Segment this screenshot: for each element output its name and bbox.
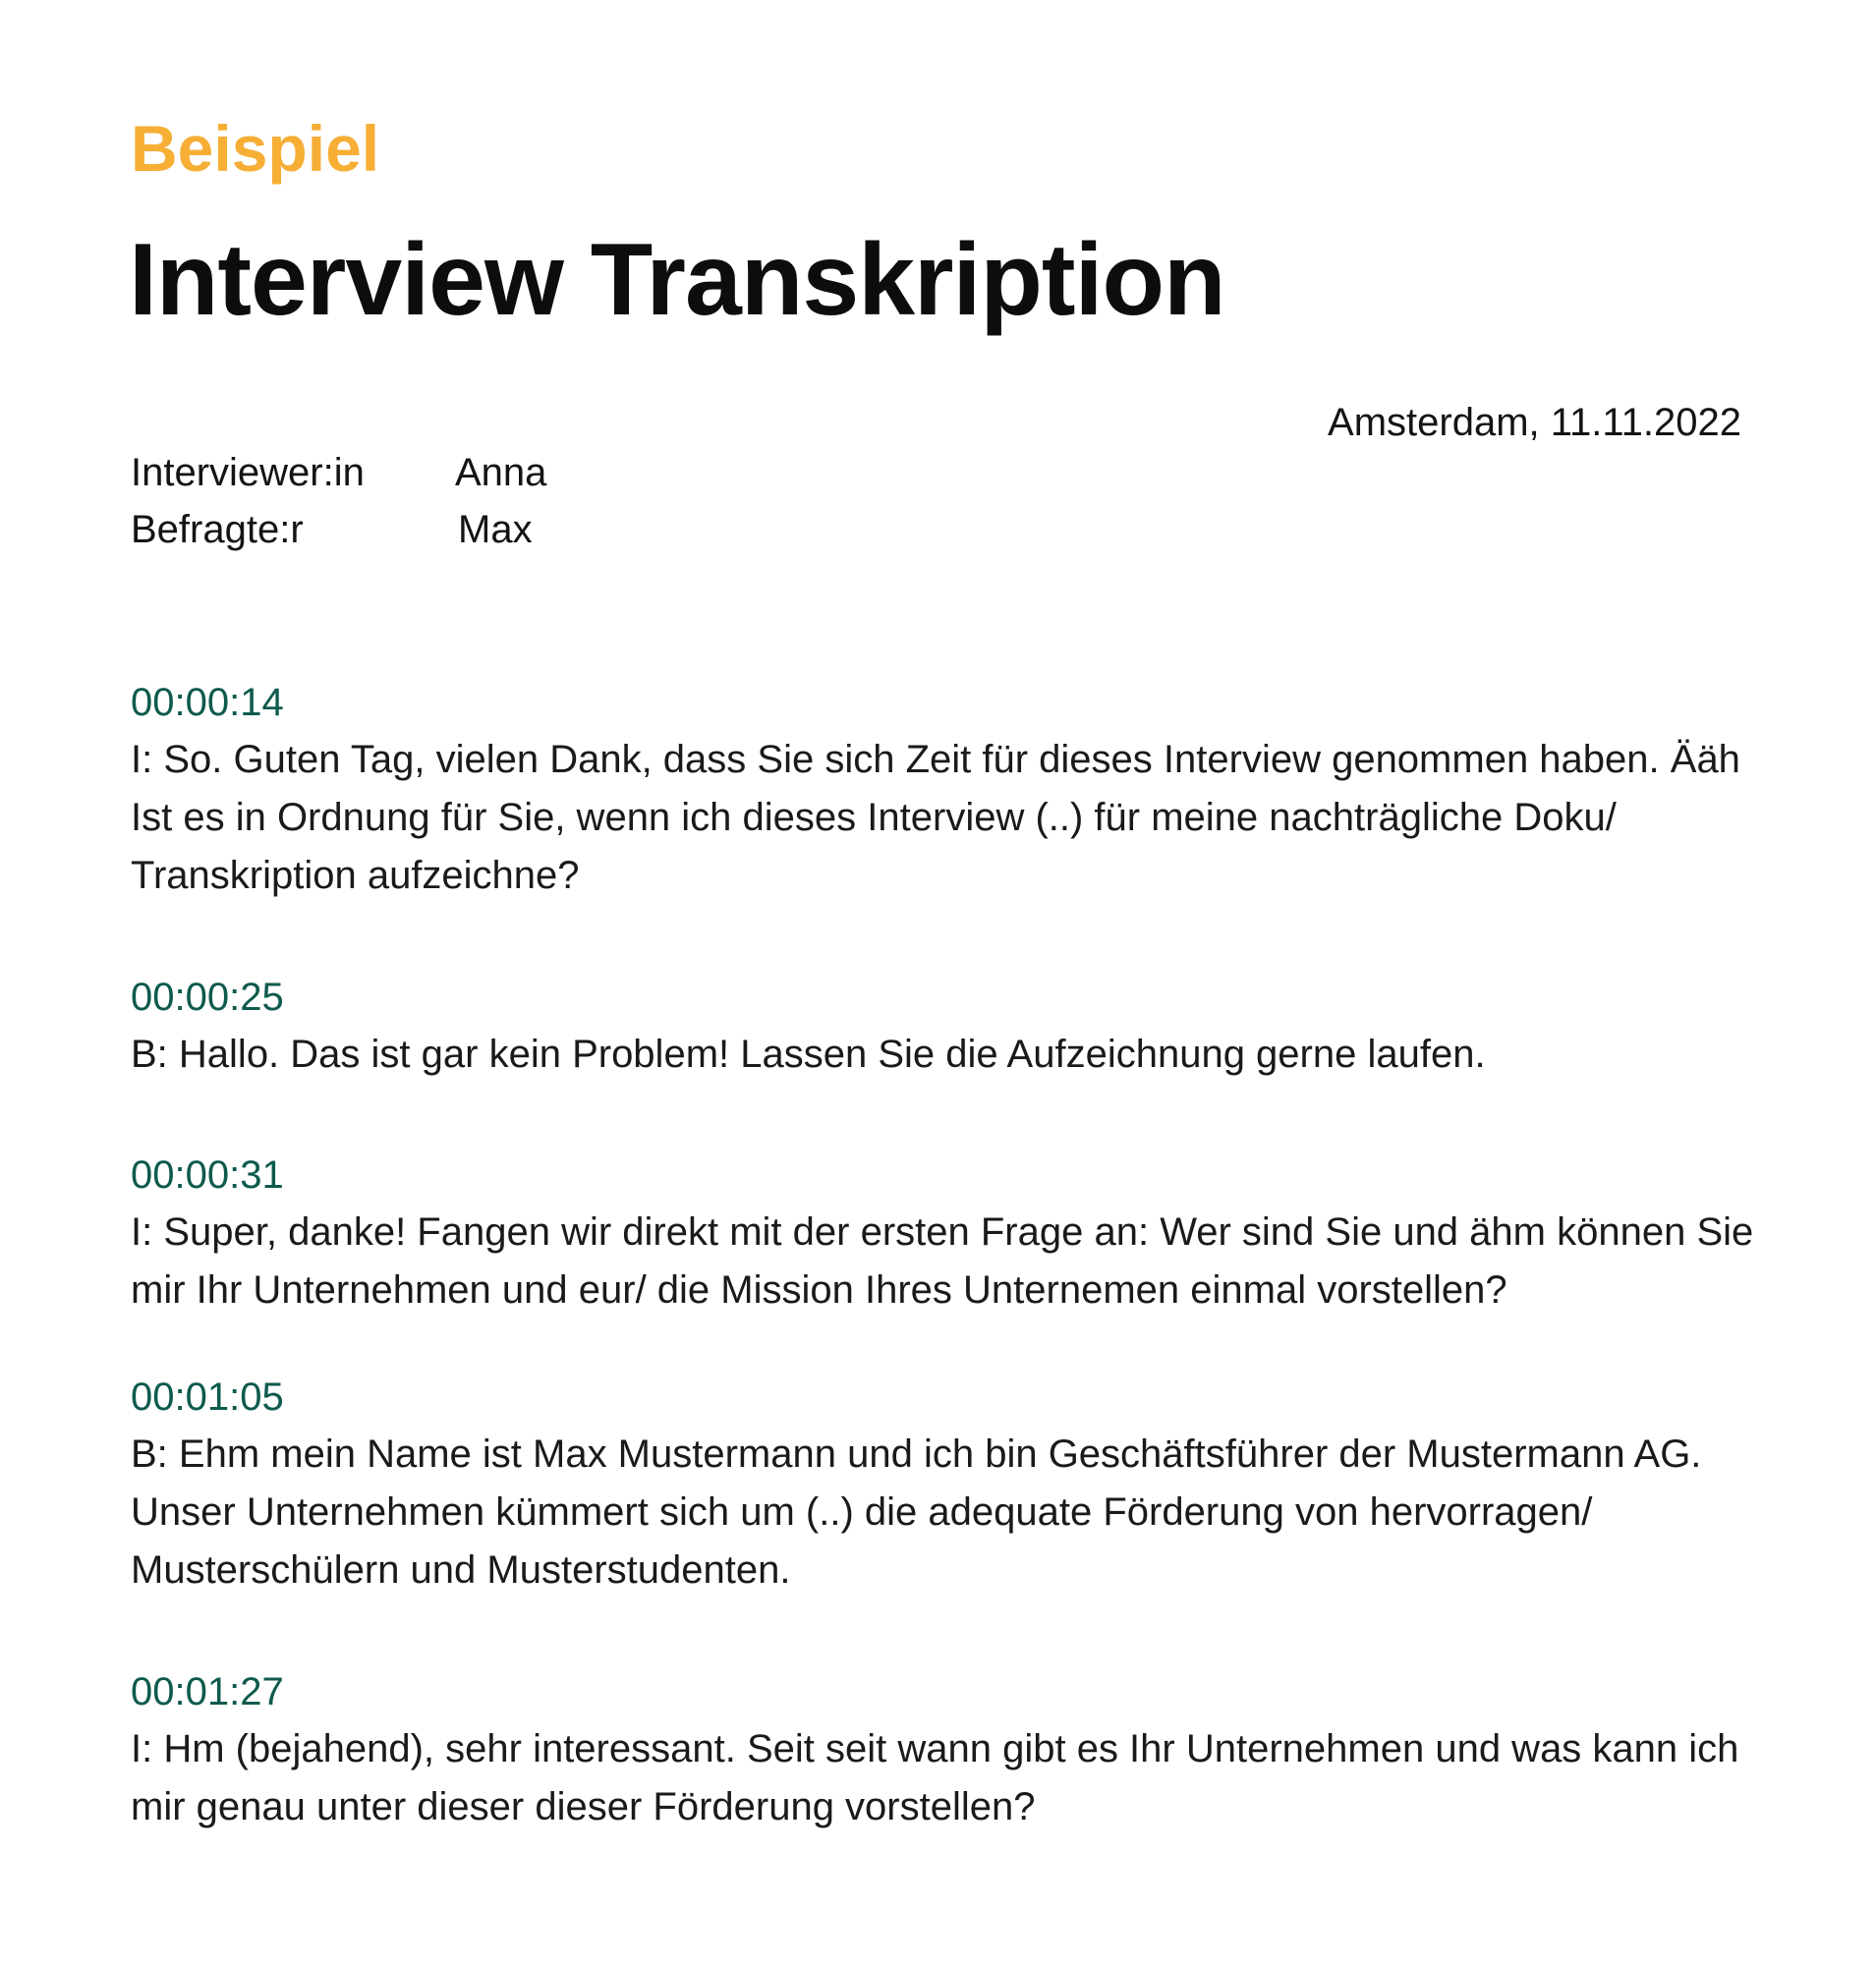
participant-role: Interviewer:in bbox=[131, 451, 365, 494]
participant-row-interviewer bbox=[131, 444, 546, 501]
entry-line: I: Super, danke! Fangen wir direkt mit der ersten Frage an: Wer sind Sie und ähm können Sie bbox=[131, 1210, 1754, 1254]
place-date: Amsterdam, 11.11.2022 bbox=[1328, 401, 1741, 444]
participant-role: Befragte:r bbox=[131, 508, 304, 551]
participant-name: Anna bbox=[455, 451, 547, 494]
entry-line: B: Hallo. Das ist gar kein Problem! Lassen Sie die Aufzeichnung gerne laufen. bbox=[131, 1033, 1486, 1076]
participant-name: Max bbox=[458, 508, 533, 551]
entry-line: mir Ihr Unternehmen und eur/ die Mission Ihres Unternemen einmal vorstellen? bbox=[131, 1268, 1507, 1312]
entry-line: I: Hm (bejahend), sehr interessant. Seit seit wann gibt es Ihr Unternehmen und was kann ich bbox=[131, 1727, 1739, 1770]
entry-line: Ist es in Ordnung für Sie, wenn ich dieses Interview (..) für meine nachträgliche Doku/ bbox=[131, 796, 1617, 839]
entry-timestamp: 00:00:14 bbox=[131, 681, 284, 724]
document-label: Beispiel bbox=[131, 112, 380, 185]
entry-line: I: So. Guten Tag, vielen Dank, dass Sie sich Zeit für dieses Interview genommen haben. Ääh bbox=[131, 738, 1740, 781]
transcript-entry bbox=[131, 969, 1821, 1084]
entry-line: Transkription aufzeichne? bbox=[131, 854, 580, 897]
document-title: Interview Transkription bbox=[129, 223, 1225, 337]
participant-row-respondent bbox=[131, 501, 546, 558]
transcript-entry bbox=[131, 1369, 1821, 1600]
entry-line: Musterschülern und Musterstudenten. bbox=[131, 1548, 791, 1592]
transcript-entry bbox=[131, 1663, 1821, 1836]
entry-timestamp: 00:00:25 bbox=[131, 976, 284, 1019]
transcript-entry bbox=[131, 674, 1821, 905]
entry-line: mir genau unter dieser dieser Förderung vorstellen? bbox=[131, 1785, 1036, 1828]
entry-line: B: Ehm mein Name ist Max Mustermann und ich bin Geschäftsführer der Mustermann AG. bbox=[131, 1432, 1702, 1476]
entry-timestamp: 00:01:05 bbox=[131, 1376, 284, 1419]
entry-line: Unser Unternehmen kümmert sich um (..) die adequate Förderung von hervorragen/ bbox=[131, 1490, 1593, 1534]
participants-block bbox=[131, 444, 546, 558]
entry-timestamp: 00:01:27 bbox=[131, 1670, 284, 1713]
transcript-entry bbox=[131, 1147, 1821, 1319]
entry-timestamp: 00:00:31 bbox=[131, 1153, 284, 1197]
